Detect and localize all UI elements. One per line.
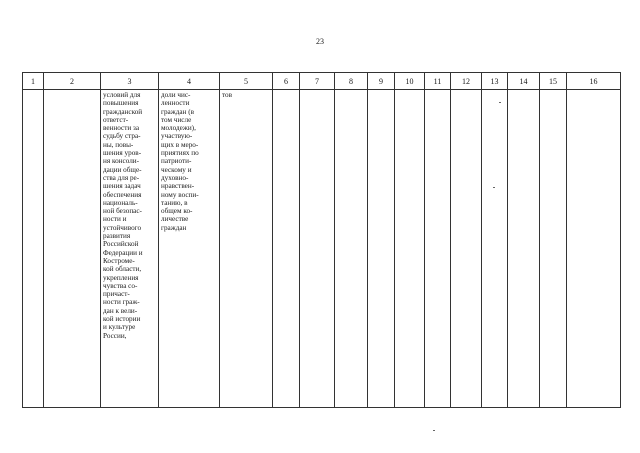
scan-speck — [493, 187, 495, 188]
cell-col-12 — [451, 90, 482, 408]
unit-text: тов — [222, 91, 233, 99]
cell-col-13 — [482, 90, 508, 408]
cell-col-3 — [101, 90, 159, 408]
cell-col-15 — [540, 90, 567, 408]
header-col-15: 15 — [540, 73, 567, 90]
header-col-12: 12 — [451, 73, 482, 90]
cell-col-16 — [567, 90, 621, 408]
cell-col-6 — [273, 90, 300, 408]
cell-col-1 — [23, 90, 44, 408]
cell-col-7 — [300, 90, 335, 408]
cell-col-4 — [159, 90, 220, 408]
cell-col-2 — [44, 90, 101, 408]
header-col-2: 2 — [44, 73, 101, 90]
cell-col-14 — [508, 90, 540, 408]
scan-speck — [499, 102, 501, 103]
cell-col-11 — [425, 90, 451, 408]
header-col-1: 1 — [23, 73, 44, 90]
indicator-description-text: доли чис- ленности граждан (в том числе молодежи), участвую- щих в меро- приятиях по патриоти- ческому и духовно- нравствен- ному воспи- танию, в общем ко- личестве граждан — [161, 91, 199, 232]
scan-speck — [433, 430, 435, 431]
cell-col-8 — [335, 90, 368, 408]
header-col-4: 4 — [159, 73, 220, 90]
table-row — [23, 90, 621, 408]
header-col-5: 5 — [220, 73, 273, 90]
header-col-14: 14 — [508, 73, 540, 90]
header-col-9: 9 — [368, 73, 395, 90]
header-col-6: 6 — [273, 73, 300, 90]
goal-description-text: условий для повышения гражданской ответст- венности за судьбу стра- ны, повы- шения уров- ня консоли- дации обще- ства для ре- шения задач обеспечения националь- ной безопас- ности и устойчивого развития Российской Федерации и Костроме- кой области, укрепления чувства со- причаст- ности граж- дан к вели- кой истории и культуре России, — [103, 91, 143, 340]
header-col-3: 3 — [101, 73, 159, 90]
header-col-7: 7 — [300, 73, 335, 90]
table-header-row — [23, 73, 621, 90]
header-col-10: 10 — [395, 73, 425, 90]
cell-col-5 — [220, 90, 273, 408]
header-col-8: 8 — [335, 73, 368, 90]
page-number: 23 — [316, 37, 324, 46]
data-table — [22, 72, 621, 408]
header-col-13: 13 — [482, 73, 508, 90]
cell-col-9 — [368, 90, 395, 408]
header-col-16: 16 — [567, 73, 621, 90]
header-col-11: 11 — [425, 73, 451, 90]
cell-col-10 — [395, 90, 425, 408]
